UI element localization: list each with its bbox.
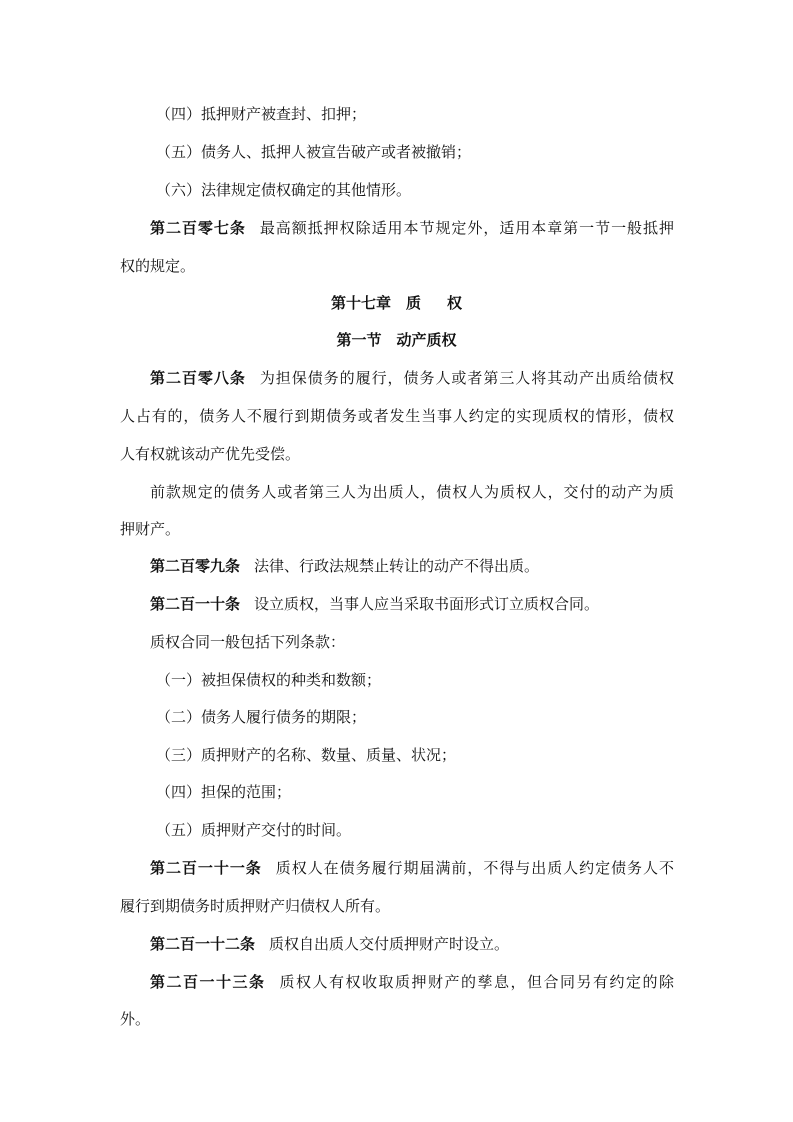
paragraph-line-2: 押财产。 (120, 520, 181, 538)
article-210 (150, 594, 599, 614)
article-text: 设立质权，当事人应当采取书面形式订立质权合同。 (254, 595, 600, 613)
article-text: 法律、行政法规禁止转让的动产不得出质。 (254, 557, 540, 575)
article-212 (150, 934, 509, 954)
paragraph-line-1: 前款规定的债务人或者第三人为出质人，债权人为质权人，交付的动产为质 (150, 483, 674, 501)
article-text: 质权人有权收取质押财产的孳息，但合同另有约定的除 (279, 973, 674, 991)
article-207-line-2: 权的规定。 (120, 257, 196, 275)
article-207-line-1 (150, 218, 674, 238)
article-title: 第二百零七条 (150, 219, 246, 237)
article-text: 质权自出质人交付质押财产时设立。 (269, 935, 510, 953)
clause-intro: 质权合同一般包括下列条款： (150, 633, 346, 651)
article-209 (150, 556, 539, 576)
article-211-line-1 (150, 858, 674, 878)
article-213-line-1 (150, 972, 674, 992)
list-item: （二）债务人履行债务的期限； (156, 708, 367, 726)
article-text: 最高额抵押权除适用本节规定外，适用本章第一节一般抵押 (259, 219, 674, 237)
list-item: （五）质押财产交付的时间。 (156, 821, 352, 839)
list-item: （四）抵押财产被查封、扣押； (156, 105, 367, 123)
article-title: 第二百一十二条 (150, 935, 256, 953)
list-item: （三）质押财产的名称、数量、质量、状况； (156, 746, 457, 764)
article-211-line-2: 履行到期债务时质押财产归债权人所有。 (120, 897, 391, 915)
chapter-heading: 第十七章 质 权 (330, 294, 463, 312)
article-title: 第二百一十三条 (150, 973, 266, 991)
list-item: （一）被担保债权的种类和数额； (156, 671, 382, 689)
article-208-line-3: 人有权就该动产优先受偿。 (120, 445, 301, 463)
list-item: （六）法律规定债权确定的其他情形。 (156, 181, 412, 199)
article-213-line-2: 外。 (120, 1010, 151, 1028)
article-title: 第二百一十一条 (150, 859, 262, 877)
article-title: 第二百一十条 (150, 595, 241, 613)
article-208-line-2: 人占有的，债务人不履行到期债务或者发生当事人约定的实现质权的情形，债权 (120, 407, 674, 425)
list-item: （五）债务人、抵押人被宣告破产或者被撤销； (156, 143, 472, 161)
article-title: 第二百零八条 (150, 369, 246, 387)
article-208-line-1 (150, 368, 674, 388)
article-title: 第二百零九条 (150, 557, 241, 575)
section-heading: 第一节 动产质权 (336, 331, 457, 349)
list-item: （四）担保的范围； (156, 783, 292, 801)
article-text: 为担保债务的履行，债务人或者第三人将其动产出质给债权 (259, 369, 674, 387)
article-text: 质权人在债务履行期届满前，不得与出质人约定债务人不 (275, 859, 674, 877)
